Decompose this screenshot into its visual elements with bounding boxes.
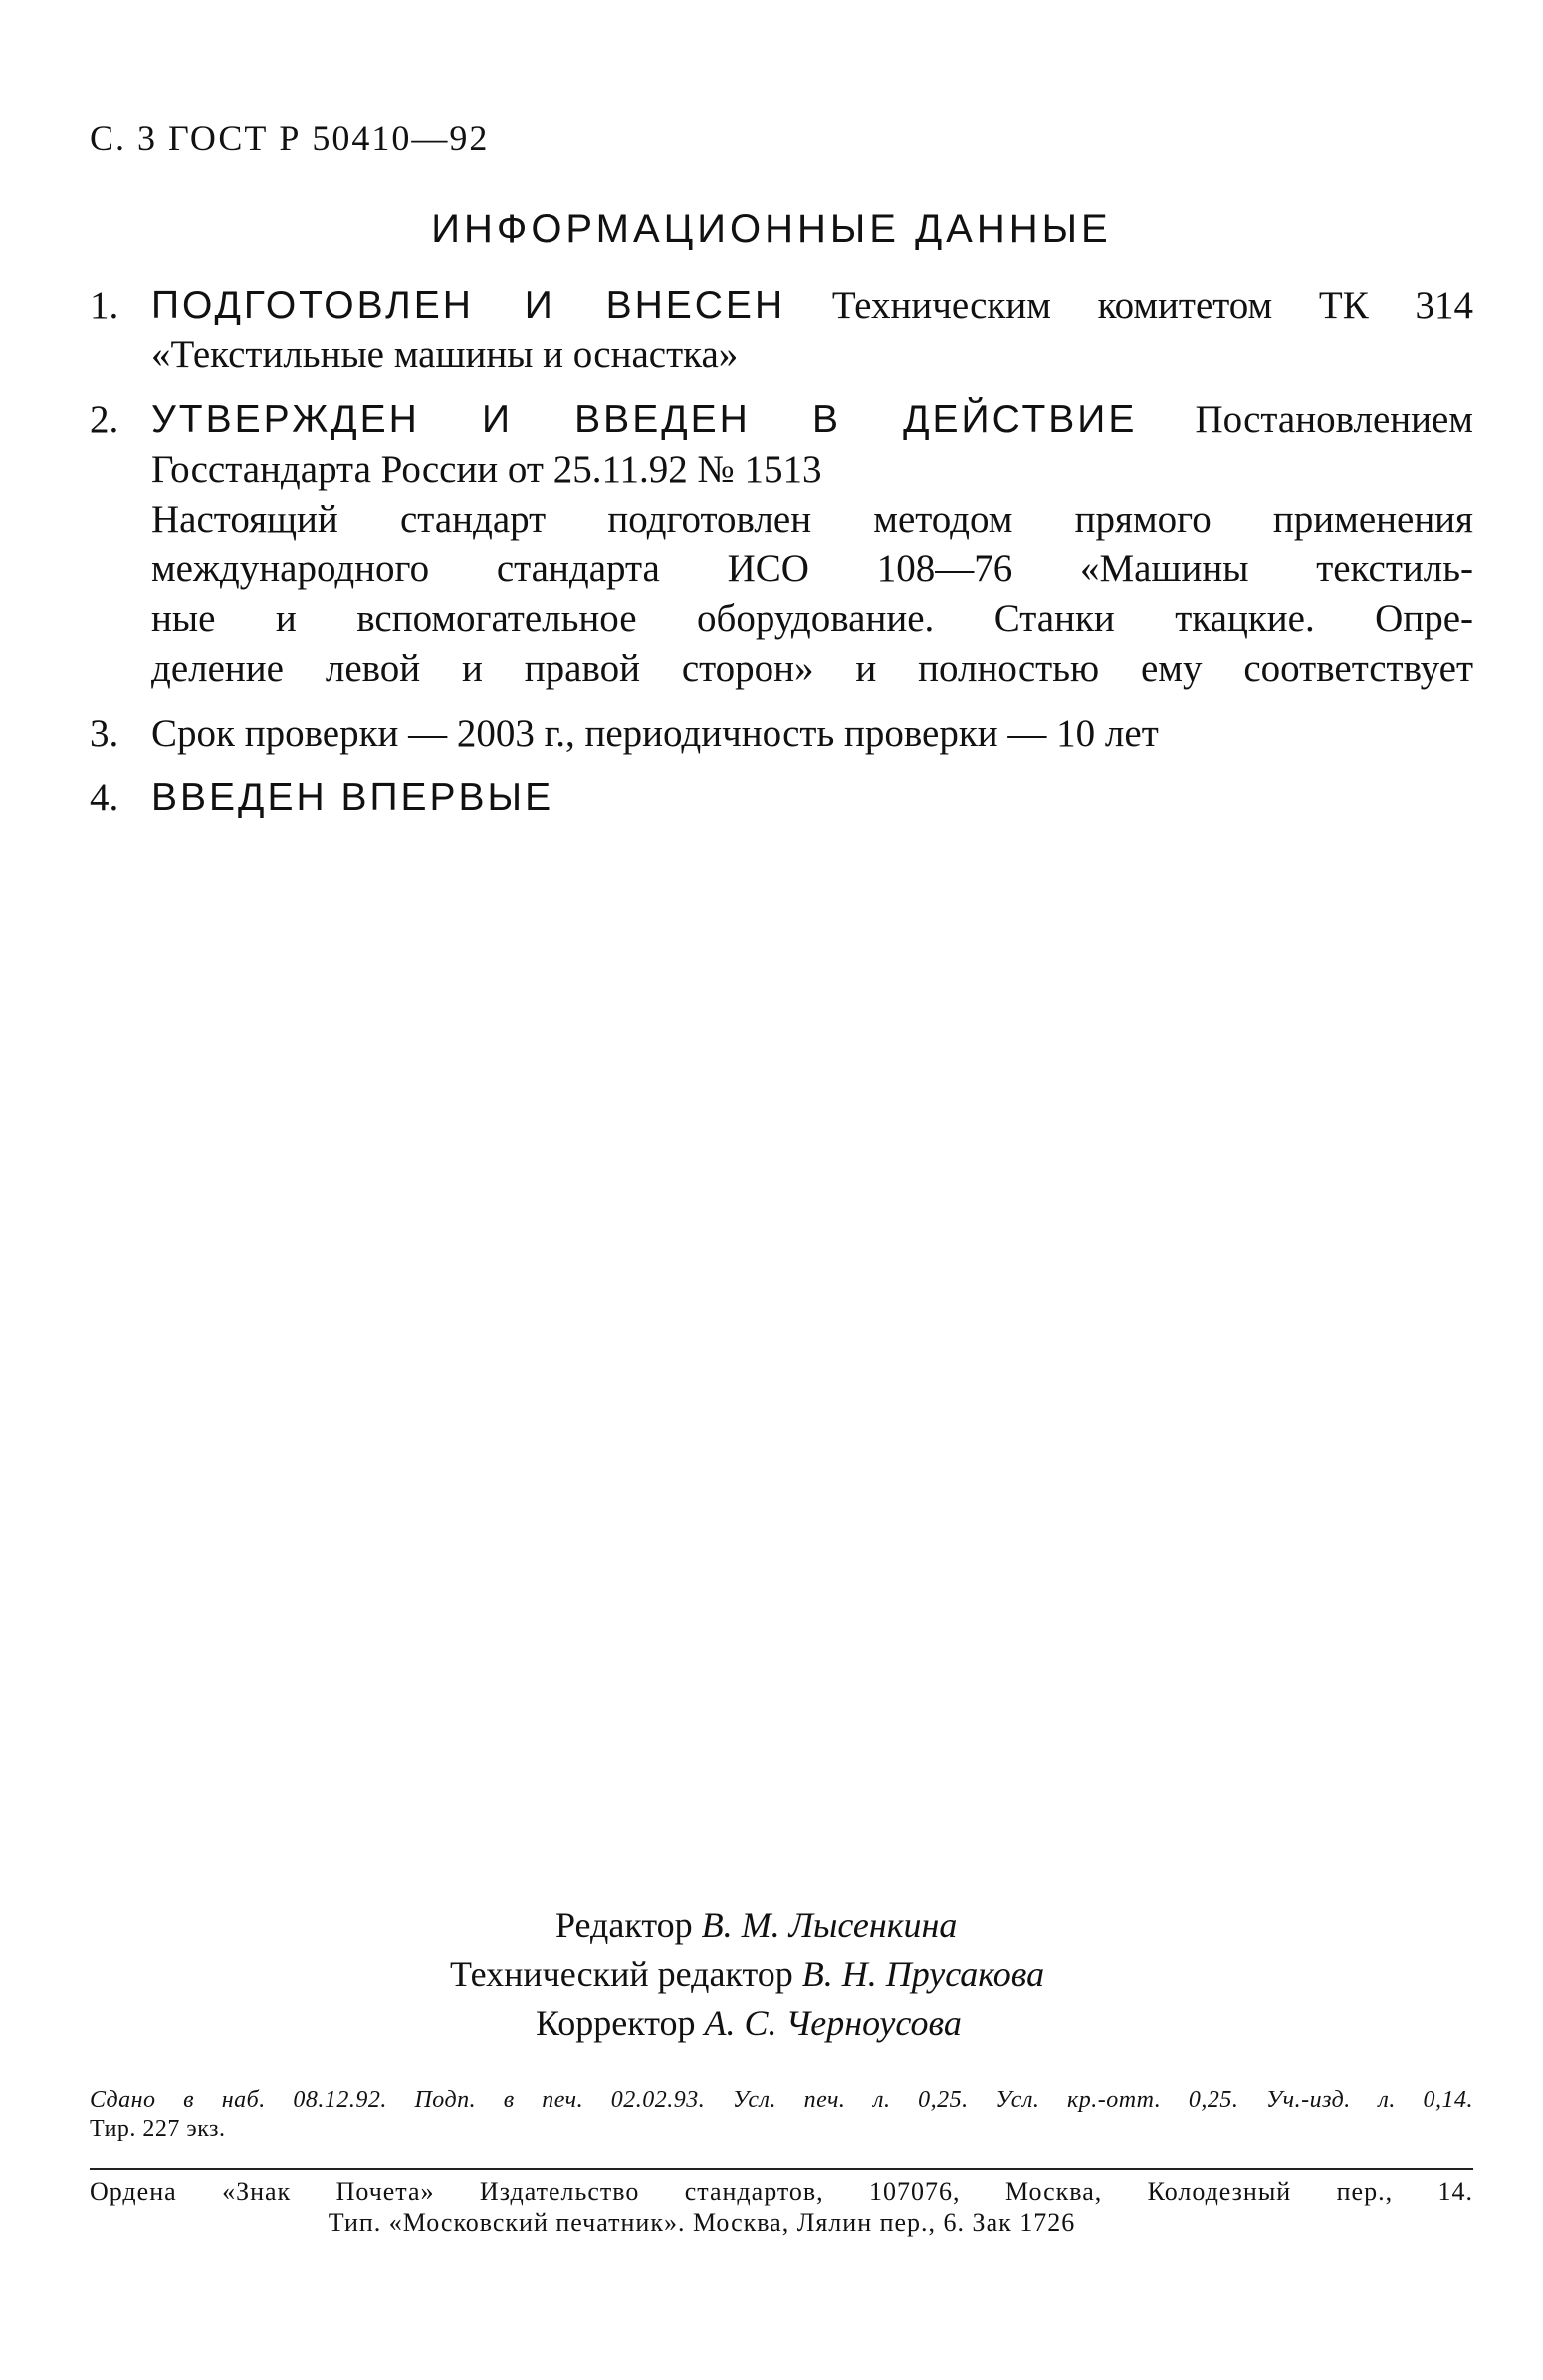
section-title: ИНФОРМАЦИОННЫЕ ДАННЫЕ — [431, 207, 1112, 251]
item-text: деление левой и правой сторон» и полностью ему соответствует — [151, 647, 1473, 690]
item-text: ные и вспомогательное оборудование. Станки ткацкие. Опре- — [151, 597, 1473, 640]
imprint-line: Сдано в наб. 08.12.92. Подп. в печ. 02.02.93. Усл. печ. л. 0,25. Усл. кр.-отт. 0,25. Уч.-изд. л. 0,14. — [90, 2087, 1473, 2113]
item-lead: ВВЕДЕН ВПЕРВЫЕ — [151, 776, 554, 819]
item-text: Срок проверки — 2003 г., периодичность проверки — 10 лет — [151, 712, 1159, 755]
credit-editor — [0, 1901, 1543, 1950]
list-item — [90, 709, 1473, 758]
imprint-line: Тир. 227 экз. — [90, 2116, 226, 2142]
item-number: 2. — [90, 398, 119, 441]
publisher-info — [90, 2176, 1473, 2238]
item-text: «Текстильные машины и оснастка» — [151, 333, 739, 376]
item-text: Техническим комитетом ТК 314 — [831, 284, 1473, 326]
editorial-credits — [0, 1901, 1543, 2048]
list-item — [90, 281, 1473, 380]
credit-role: Технический редактор — [450, 1954, 793, 1994]
item-text: Госстандарта России от 25.11.92 № 1513 — [151, 448, 822, 491]
credit-proofreader — [0, 1999, 1543, 2048]
list-item — [90, 395, 1473, 694]
item-first-line — [151, 395, 1473, 445]
divider — [90, 2168, 1473, 2170]
list-item — [90, 773, 1473, 823]
item-number: 4. — [90, 776, 119, 819]
publisher-line: Ордена «Знак Почета» Издательство стандартов, 107076, Москва, Колодезный пер., 14. — [90, 2177, 1473, 2206]
credit-name: А. С. Черноусова — [704, 2003, 962, 2043]
item-number: 1. — [90, 284, 119, 326]
item-number: 3. — [90, 712, 119, 755]
credit-technical-editor — [0, 1950, 1543, 1999]
item-first-line — [151, 281, 1473, 330]
credit-role: Корректор — [536, 2003, 696, 2043]
page-header: С. 3 ГОСТ Р 50410—92 — [90, 118, 490, 158]
publisher-line: Тип. «Московский печатник». Москва, Лялин пер., 6. Зак 1726 — [328, 2208, 1076, 2237]
credit-name: В. Н. Прусакова — [801, 1954, 1045, 1994]
info-list — [90, 281, 1473, 838]
item-text: Постановлением — [1195, 398, 1473, 441]
item-lead: УТВЕРЖДЕН И ВВЕДЕН В ДЕЙСТВИЕ — [151, 398, 1138, 441]
item-text: Настоящий стандарт подготовлен методом прямого применения — [151, 498, 1473, 541]
credit-name: В. М. Лысенкина — [701, 1905, 958, 1945]
item-lead: ПОДГОТОВЛЕН И ВНЕСЕН — [151, 284, 786, 326]
credit-role: Редактор — [555, 1905, 693, 1945]
print-imprint — [90, 2086, 1473, 2144]
item-text: международного стандарта ИСО 108—76 «Машины текстиль- — [151, 547, 1473, 590]
